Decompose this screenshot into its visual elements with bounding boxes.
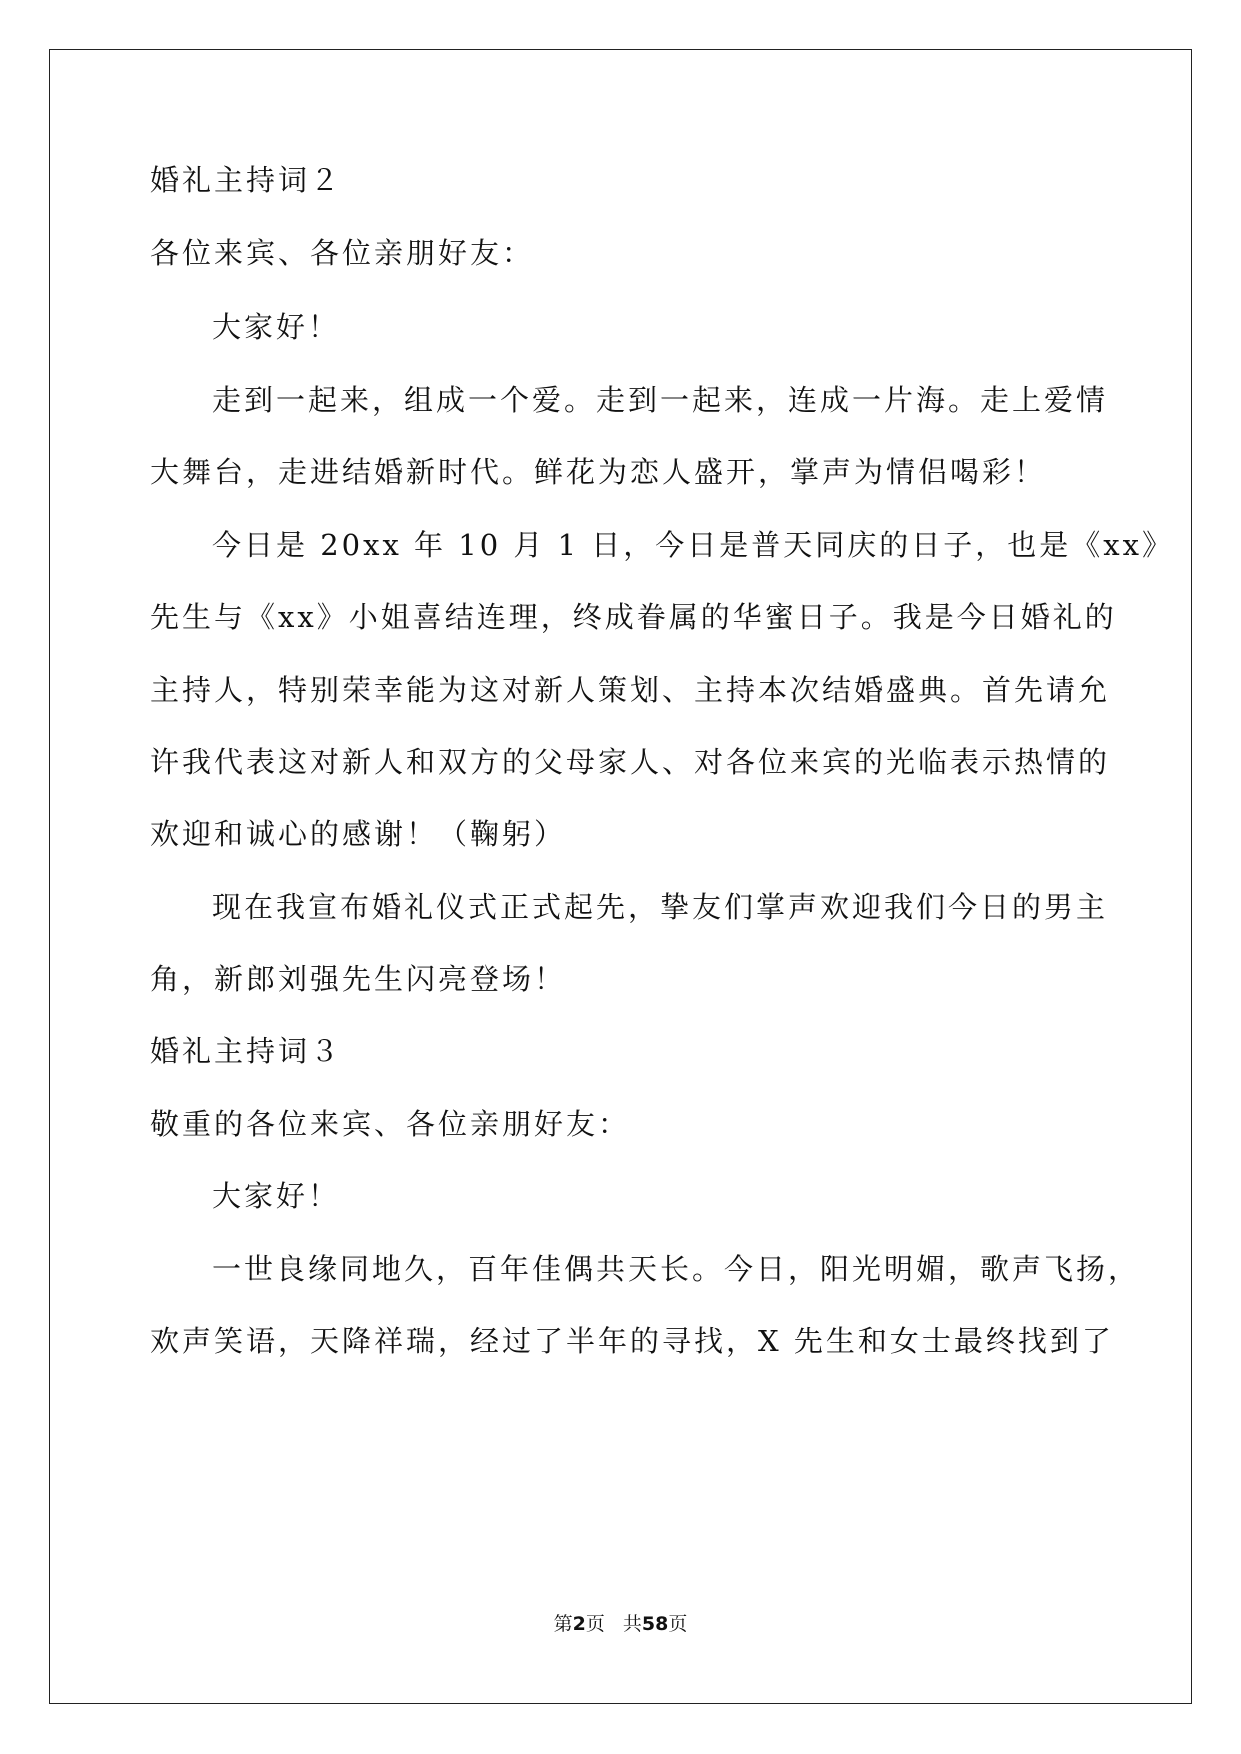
paragraph-line: 现在我宣布婚礼仪式正式起先，挚友们掌声欢迎我们今日的男主 (212, 890, 1109, 924)
page-border (49, 49, 1192, 1704)
paragraph-line: 欢声笑语，天降祥瑞，经过了半年的寻找，X 先生和女士最终找到了 (150, 1324, 1114, 1358)
paragraph-line: 大舞台，走进结婚新时代。鲜花为恋人盛开，掌声为情侣喝彩！ (150, 455, 1047, 489)
page-footer (0, 1612, 1241, 1636)
footer-total-suffix: 页 (668, 1613, 688, 1635)
paragraph-line: 欢迎和诚心的感谢！（鞠躬） (150, 817, 567, 851)
paragraph-line: 角，新郎刘强先生闪亮登场！ (150, 962, 567, 996)
footer-prefix: 第 (553, 1613, 573, 1635)
footer-page-suffix: 页 (585, 1613, 605, 1635)
greeting: 大家好！ (212, 310, 341, 344)
paragraph-line: 许我代表这对新人和双方的父母家人、对各位来宾的光临表示热情的 (150, 745, 1111, 779)
footer-total-prefix: 共 (622, 1613, 642, 1635)
salutation: 敬重的各位来宾、各位亲朋好友： (150, 1107, 631, 1141)
current-page-number: 2 (572, 1613, 586, 1635)
paragraph-line: 一世良缘同地久，百年佳偶共天长。今日，阳光明媚，歌声飞扬， (212, 1252, 1141, 1286)
section-heading: 婚礼主持词２ (150, 163, 343, 197)
paragraph-line: 走到一起来，组成一个爱。走到一起来，连成一片海。走上爱情 (212, 383, 1109, 417)
paragraph-line: 先生与《xx》小姐喜结连理，终成眷属的华蜜日子。我是今日婚礼的 (150, 600, 1117, 634)
paragraph-line: 今日是 20xx 年 10 月 1 日，今日是普天同庆的日子，也是《xx》 (212, 528, 1174, 562)
paragraph-line: 主持人，特别荣幸能为这对新人策划、主持本次结婚盛典。首先请允 (150, 673, 1111, 707)
section-heading: 婚礼主持词３ (150, 1034, 343, 1068)
greeting: 大家好！ (212, 1179, 341, 1213)
total-pages-number: 58 (641, 1613, 669, 1635)
salutation: 各位来宾、各位亲朋好友： (150, 236, 535, 270)
